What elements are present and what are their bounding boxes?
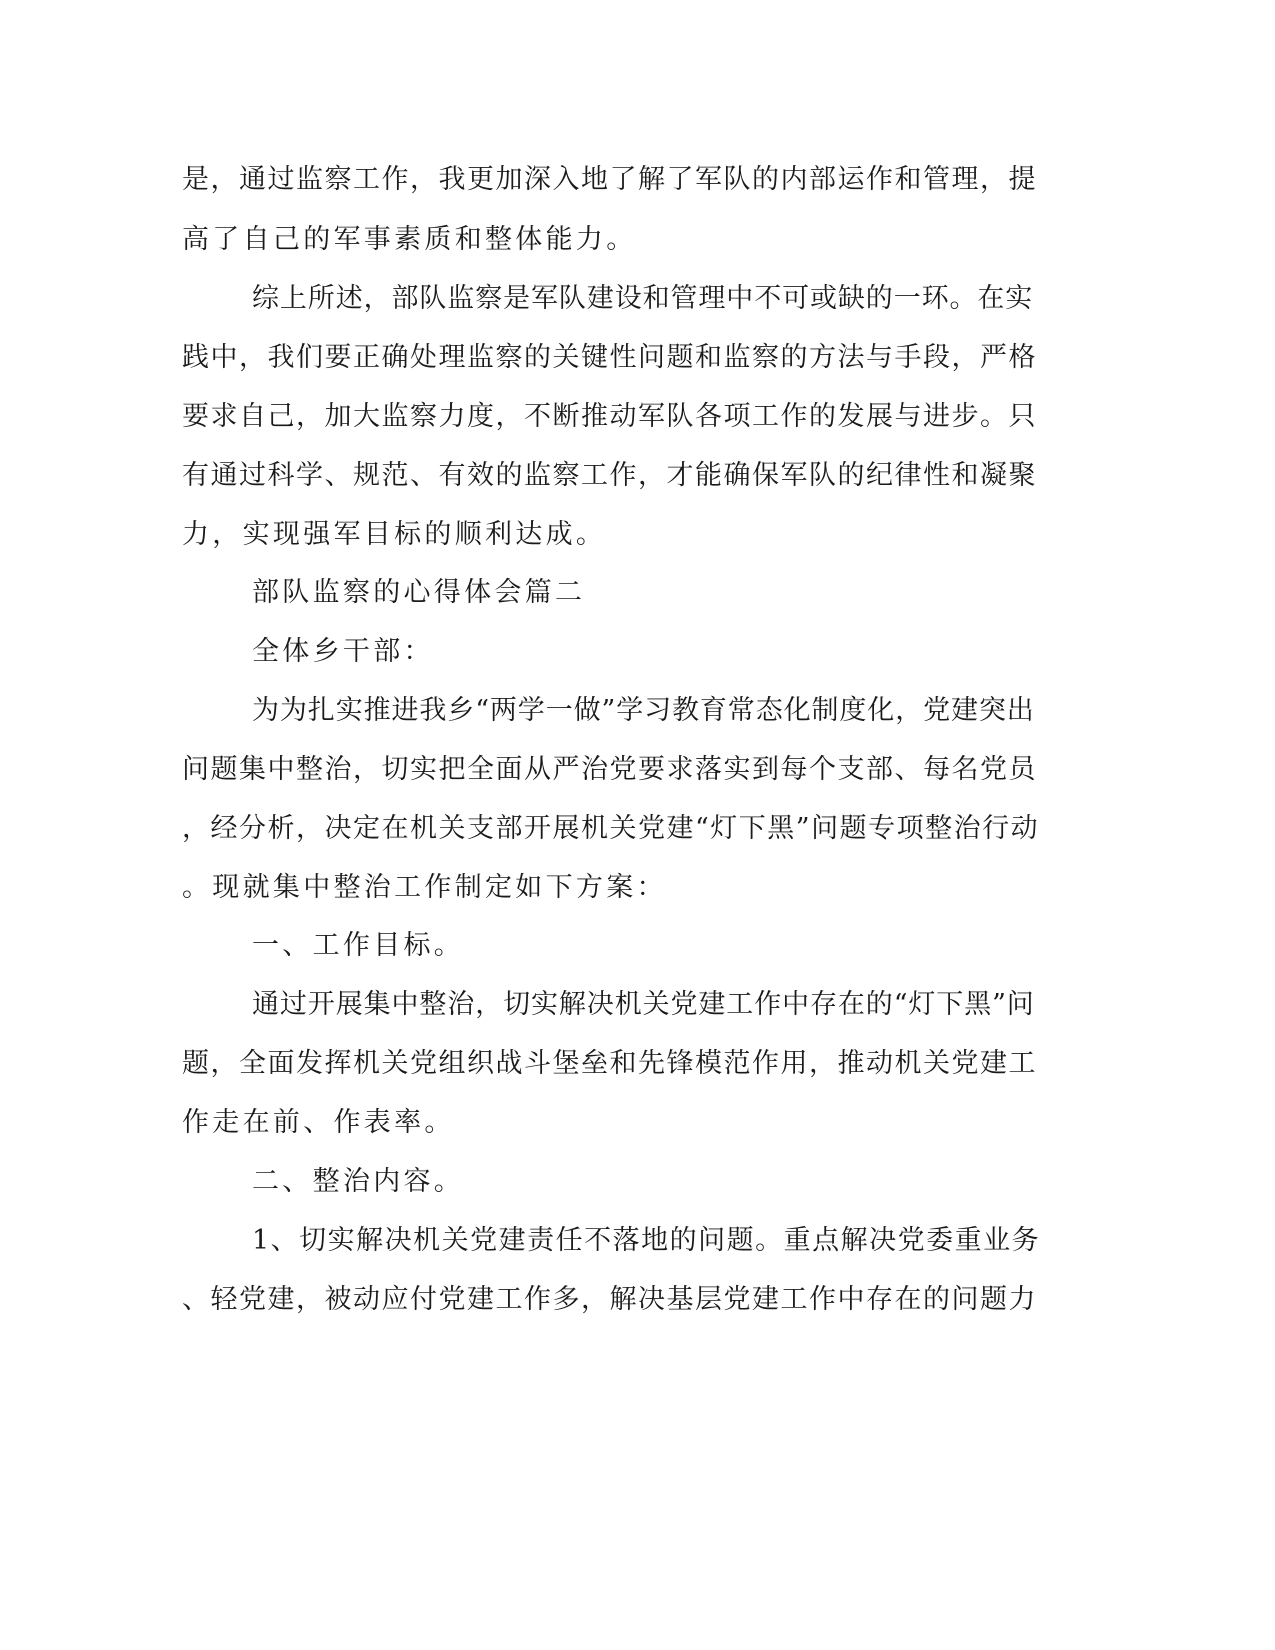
body-line: 有通过科学、规范、有效的监察工作，才能确保军队的纪律性和凝聚 bbox=[182, 460, 1037, 491]
body-line: 。现就集中整治工作制定如下方案： bbox=[182, 872, 667, 903]
body-line: 题，全面发挥机关党组织战斗堡垒和先锋模范作用，推动机关党建工 bbox=[182, 1048, 1037, 1079]
body-line: ，经分析，决定在机关支部开展机关党建“灯下黑”问题专项整治行动 bbox=[182, 813, 1040, 844]
subsection-heading: 二、整治内容。 bbox=[252, 1166, 465, 1197]
body-line: 践中，我们要正确处理监察的关键性问题和监察的方法与手段，严格 bbox=[182, 342, 1037, 373]
paragraph-first-line: 为为扎实推进我乡“两学一做”学习教育常态化制度化，党建突出 bbox=[252, 695, 1035, 726]
paragraph-first-line: 通过开展集中整治，切实解决机关党建工作中存在的“灯下黑”问 bbox=[252, 989, 1035, 1020]
body-line: 要求自己，加大监察力度，不断推动军队各项工作的发展与进步。只 bbox=[182, 401, 1037, 432]
paragraph-first-line: 综上所述，部队监察是军队建设和管理中不可或缺的一环。在实 bbox=[252, 283, 1034, 314]
body-line: 作走在前、作表率。 bbox=[182, 1107, 455, 1138]
body-line: 高了自己的军事素质和整体能力。 bbox=[182, 224, 637, 255]
paragraph-first-line: 1、切实解决机关党建责任不落地的问题。重点解决党委重业务 bbox=[252, 1225, 1041, 1256]
body-line: 、轻党建，被动应付党建工作多，解决基层党建工作中存在的问题力 bbox=[182, 1284, 1037, 1315]
body-line: 力，实现强军目标的顺利达成。 bbox=[182, 519, 607, 550]
section-heading: 部队监察的心得体会篇二 bbox=[252, 577, 586, 608]
body-line: 问题集中整治，切实把全面从严治党要求落实到每个支部、每名党员 bbox=[182, 754, 1037, 785]
body-line: 是，通过监察工作，我更加深入地了解了军队的内部运作和管理，提 bbox=[182, 164, 1037, 195]
salutation: 全体乡干部： bbox=[252, 636, 434, 667]
subsection-heading: 一、工作目标。 bbox=[252, 930, 465, 961]
